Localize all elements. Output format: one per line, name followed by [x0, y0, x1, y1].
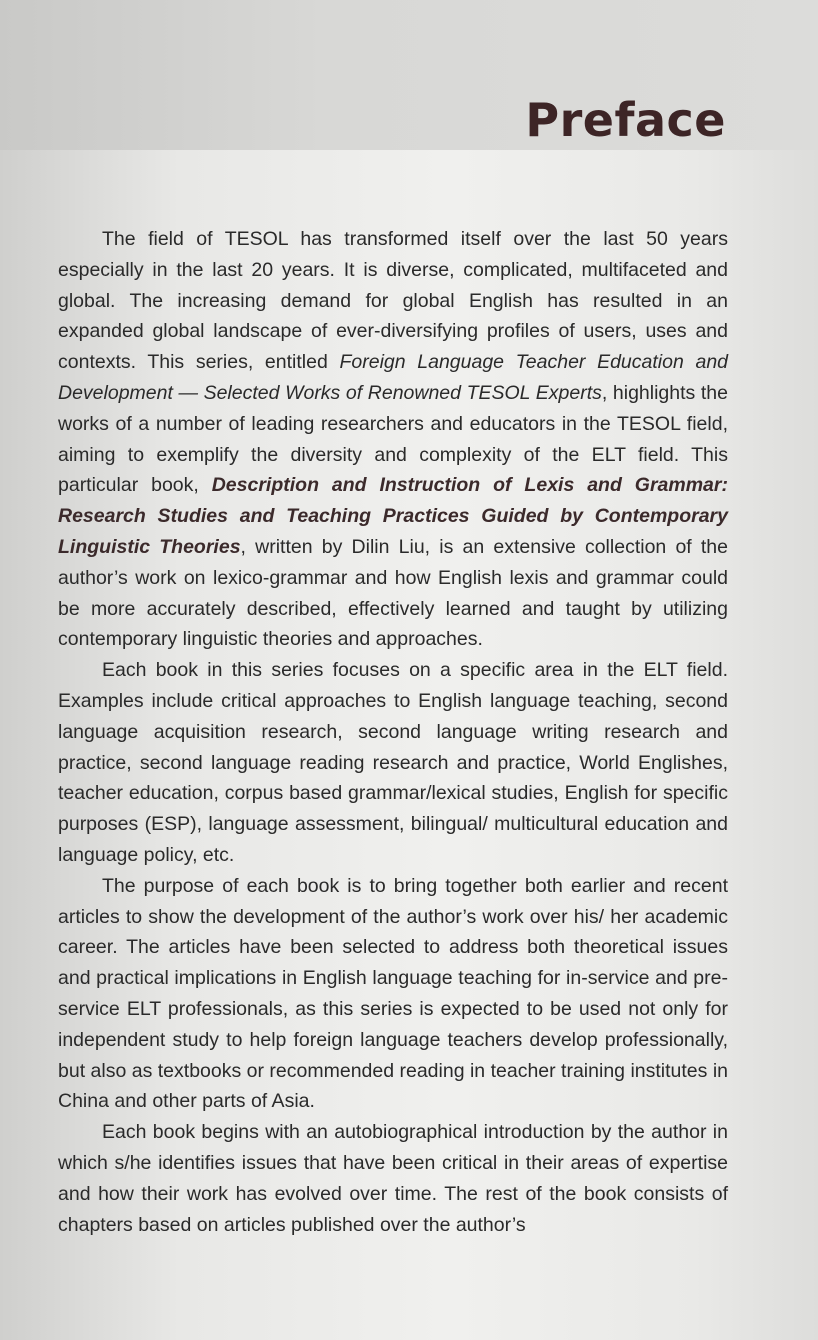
page-title: Preface: [525, 93, 726, 147]
paragraph-3: The purpose of each book is to bring together both earlier and recent articles to show the development of the author’s work over his/ her academic career. The articles have been selected to address both theoretical issues and practical implications in English language teaching for in-service and pre-service ELT professionals, as this series is expected to be used not only for independent study to help foreign language teachers develop professionally, but also as textbooks or recommended reading in teacher training institutes in China and other parts of Asia.: [58, 874, 728, 1113]
series-title: Foreign Language Teacher Education and Development — Selected Works of Renowned TESOL Experts: [58, 351, 729, 404]
paragraph-1-text-c: , written by Dilin Liu, is an extensive collection of the author’s work on lexico-grammar and how English lexis and grammar could be more accurately described, effectively learned and taught by utilizing contemporary linguistic theories and approaches.: [58, 535, 728, 651]
paragraph-4: Each book begins with an autobiographical introduction by the author in which s/he identifies issues that have been critical in their areas of expertise and how their work has evolved over time. The rest of the book consists of chapters based on articles published over the author’s: [58, 1121, 728, 1236]
paragraph-1: [58, 224, 728, 655]
paragraph-2: Each book in this series focuses on a specific area in the ELT field. Examples include critical approaches to English language teaching, second language acquisition research, second language writing research and practice, second language reading research and practice, World Englishes, teacher education, corpus based grammar/lexical studies, English for specific purposes (ESP), language assessment, bilingual/ multicultural education and language policy, etc.: [58, 659, 728, 866]
paragraph-1-text-a: The field of TESOL has transformed itself over the last 50 years especially in the last 20 years. It is diverse, complicated, multifaceted and global. The increasing demand for global English has resulted in an expanded global landscape of ever-diversifying profiles of users, uses and contexts. This series, entitled: [58, 228, 728, 374]
preface-body: [58, 224, 728, 1240]
book-title: Description and Instruction of Lexis and Grammar: Research Studies and Teaching Practices Guided by Contemporary Linguistic Theories: [58, 474, 728, 558]
paragraph-1-text-b: , highlights the works of a number of leading researchers and educators in the TESOL field, aiming to exemplify the diversity and complexity of the ELT field. This particular book,: [58, 381, 728, 497]
